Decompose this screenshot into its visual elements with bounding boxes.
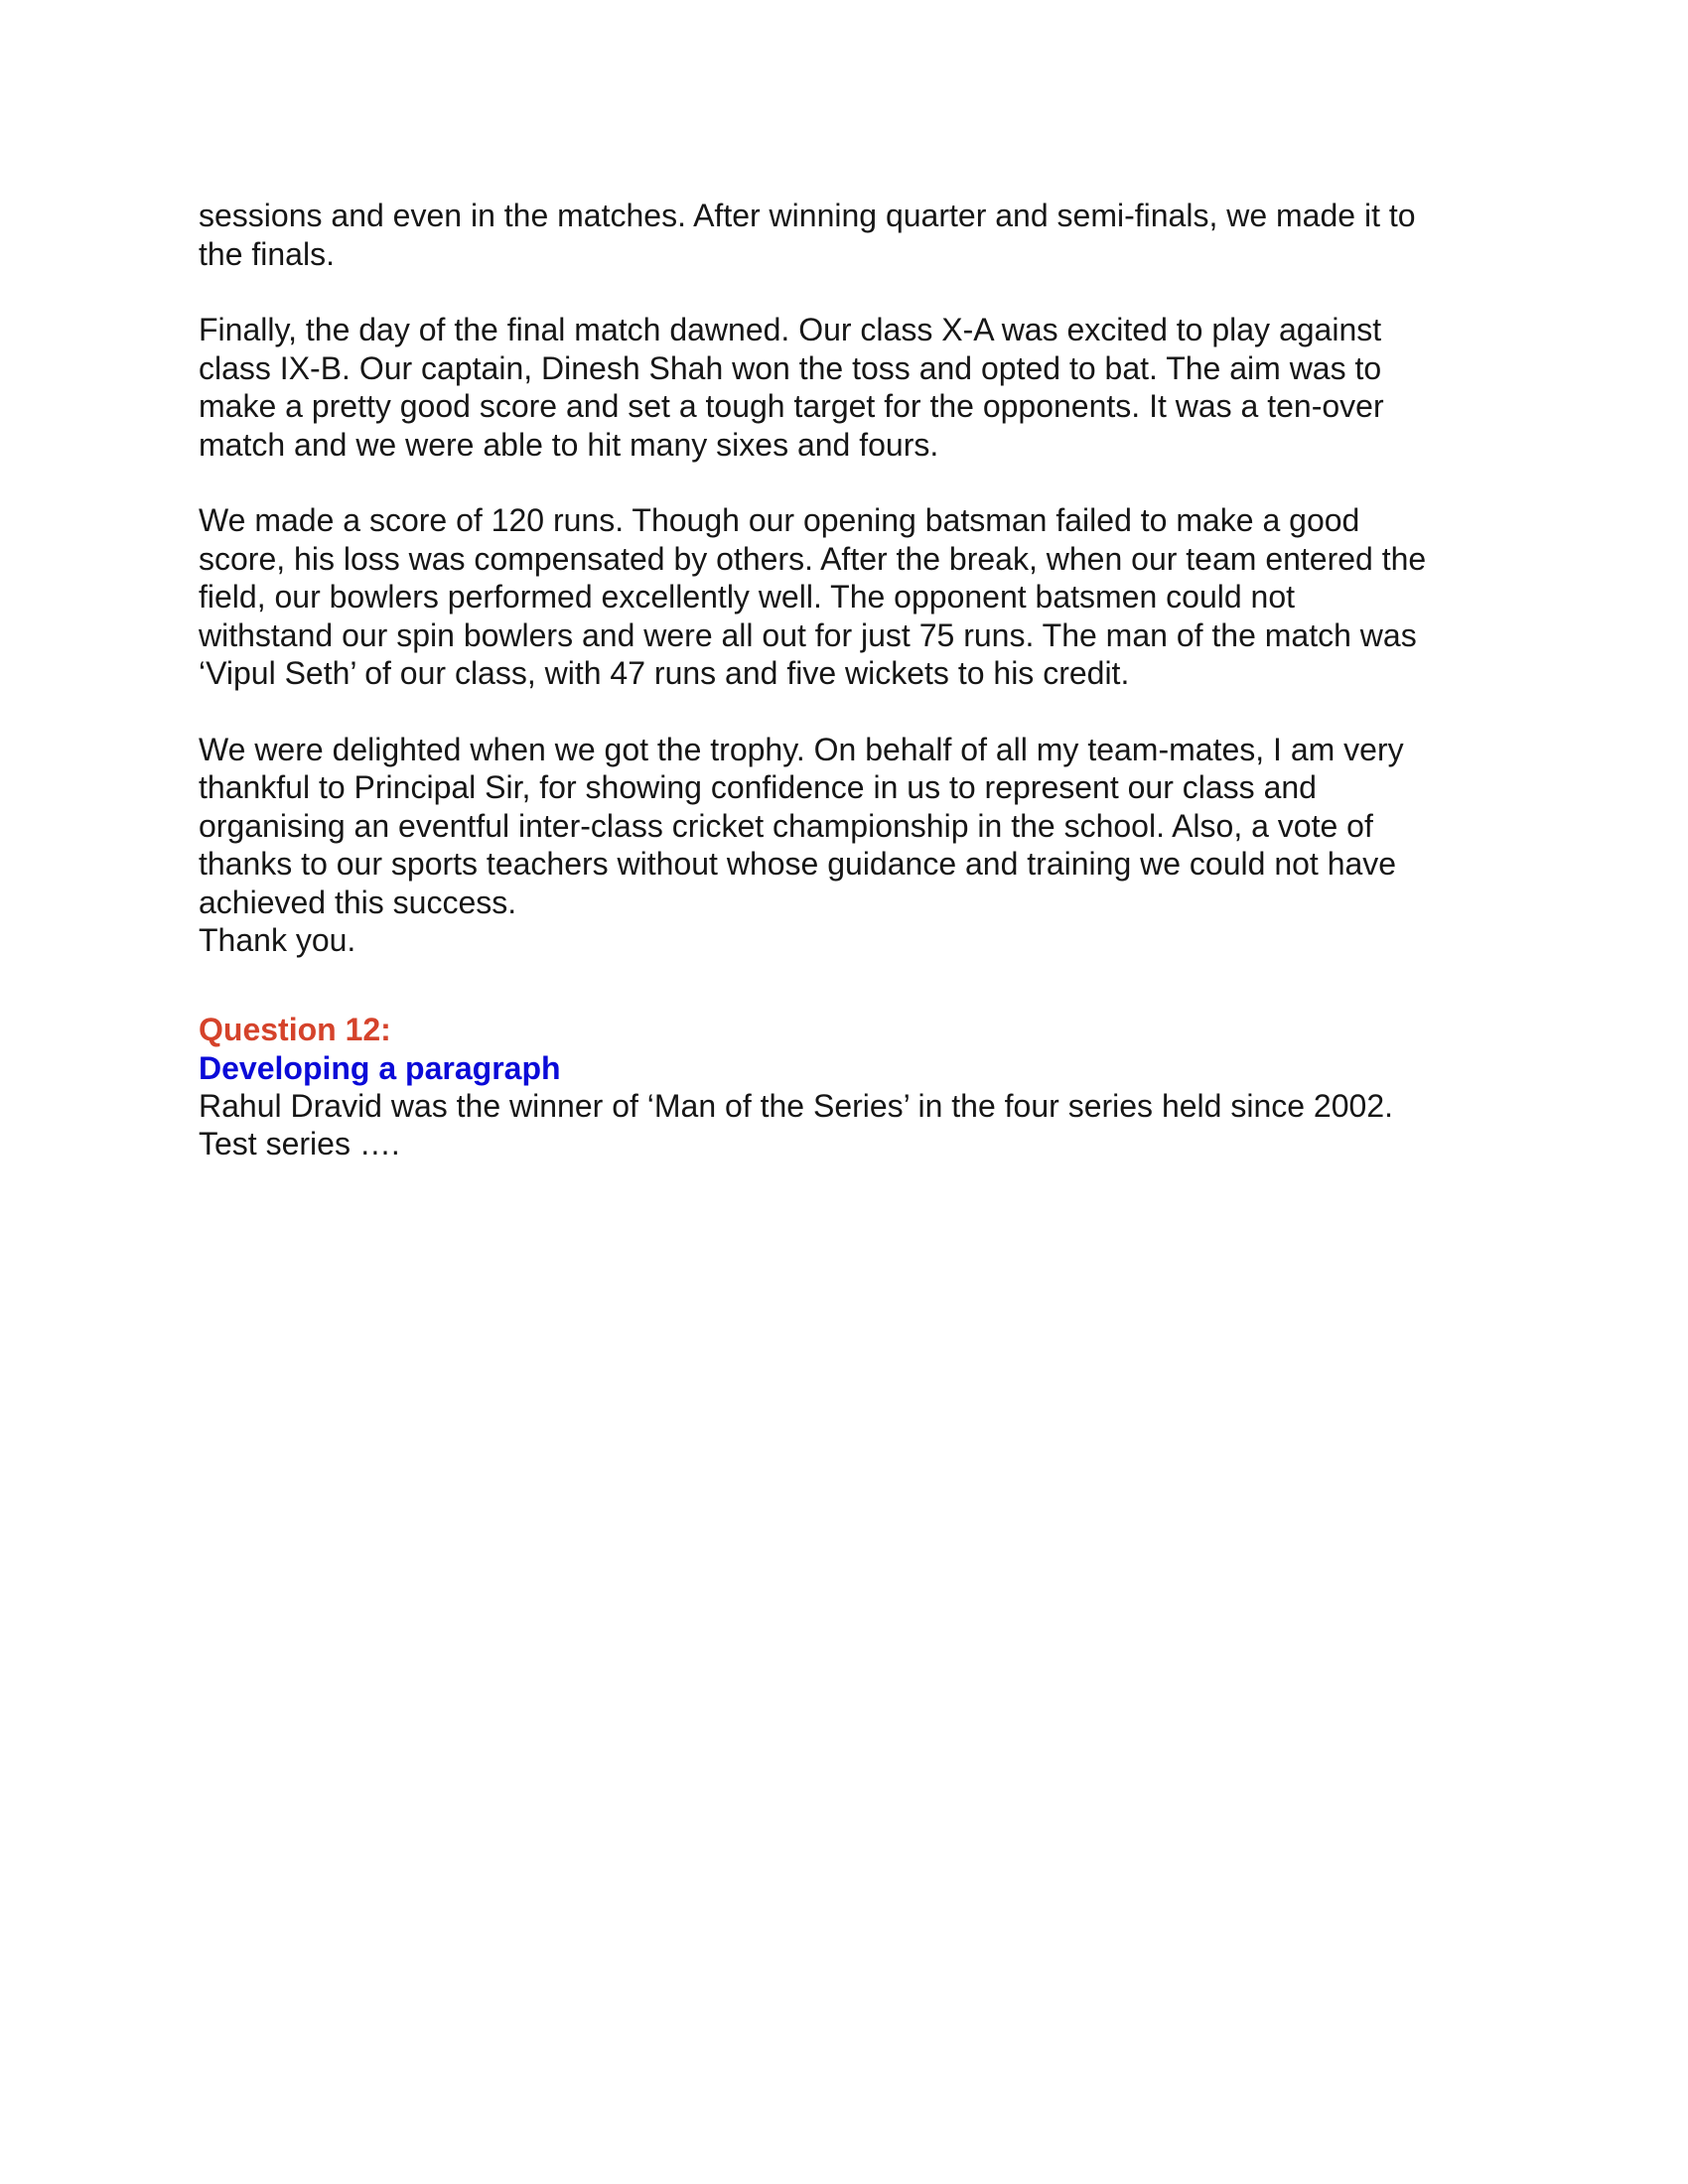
- document-page: [199, 197, 1489, 1163]
- text-line: We made a score of 120 runs. Though our opening batsman failed to make a good: [199, 502, 1360, 538]
- text-line: make a pretty good score and set a tough target for the opponents. It was a ten-over: [199, 388, 1384, 424]
- question-label: Question 12:: [199, 1011, 391, 1047]
- text-line: thanks to our sports teachers without whose guidance and training we could not have: [199, 846, 1397, 882]
- text-line: withstand our spin bowlers and were all out for just 75 runs. The man of the match was: [199, 616, 1417, 653]
- question-text-line: Test series ….: [199, 1126, 400, 1161]
- text-line: field, our bowlers performed excellently well. The opponent batsmen could not: [199, 579, 1296, 614]
- text-line: We were delighted when we got the trophy. On behalf of all my team-mates, I am very: [199, 731, 1404, 767]
- text-line: achieved this success.: [199, 884, 517, 920]
- thank-you-line: Thank you.: [199, 922, 356, 958]
- text-line: ‘Vipul Seth’ of our class, with 47 runs and five wickets to his credit.: [199, 655, 1130, 691]
- text-line: class IX-B. Our captain, Dinesh Shah won the toss and opted to bat. The aim was to: [199, 349, 1382, 386]
- question-text-line: Rahul Dravid was the winner of ‘Man of the Series’ in the four series held since 2002.: [199, 1087, 1393, 1124]
- question-block: [199, 1010, 1489, 1163]
- text-line: score, his loss was compensated by others. After the break, when our team entered the: [199, 540, 1427, 577]
- text-line: thankful to Principal Sir, for showing confidence in us to represent our class and: [199, 769, 1317, 805]
- paragraph-score: [199, 501, 1489, 693]
- text-line: organising an eventful inter-class cricket championship in the school. Also, a vote of: [199, 807, 1373, 844]
- text-line: sessions and even in the matches. After winning quarter and semi-finals, we made it to: [199, 198, 1416, 233]
- paragraph-final-match: [199, 311, 1489, 464]
- text-line: the finals.: [199, 235, 335, 272]
- text-line: Finally, the day of the final match dawned. Our class X-A was excited to play against: [199, 312, 1382, 347]
- paragraph-matches: [199, 197, 1489, 273]
- paragraph-trophy: [199, 731, 1489, 960]
- question-title: Developing a paragraph: [199, 1049, 561, 1086]
- text-line: match and we were able to hit many sixes and fours.: [199, 426, 939, 463]
